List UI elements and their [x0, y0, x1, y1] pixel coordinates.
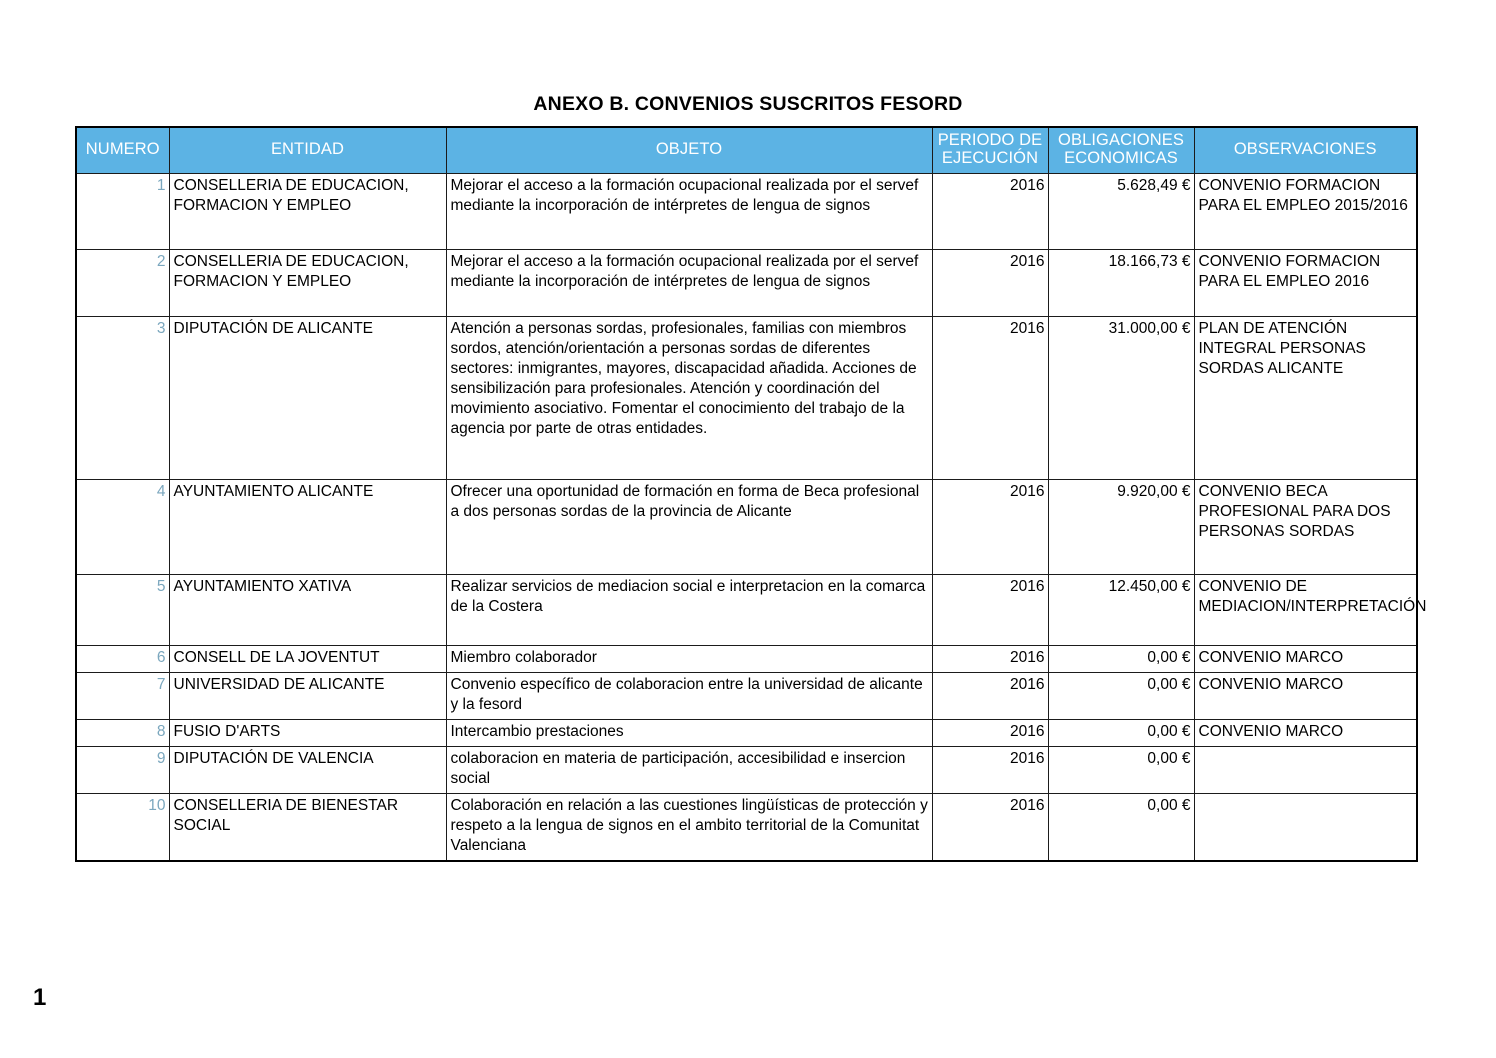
cell-entidad: DIPUTACIÓN DE VALENCIA [169, 746, 446, 793]
table-row [76, 249, 1417, 316]
cell-obligaciones: 0,00 € [1048, 645, 1194, 672]
cell-objeto: Mejorar el acceso a la formación ocupacional realizada por el servef mediante la incorporación de intérpretes de lengua de signos [446, 173, 932, 249]
cell-obligaciones: 31.000,00 € [1048, 316, 1194, 479]
cell-numero: 10 [76, 793, 169, 861]
cell-objeto: Mejorar el acceso a la formación ocupacional realizada por el servef mediante la incorporación de intérpretes de lengua de signos [446, 249, 932, 316]
cell-periodo: 2016 [932, 672, 1048, 719]
cell-obligaciones: 0,00 € [1048, 719, 1194, 746]
table-row [76, 793, 1417, 861]
cell-entidad: AYUNTAMIENTO XATIVA [169, 574, 446, 645]
cell-objeto: Colaboración en relación a las cuestiones lingüísticas de protección y respeto a la lengua de signos en el ambito territorial de la Comunitat Valenciana [446, 793, 932, 861]
cell-periodo: 2016 [932, 574, 1048, 645]
column-header-periodo-ejecucion: PERIODO DE EJECUCIÓN [932, 127, 1048, 173]
table-row [76, 574, 1417, 645]
table-header-row [76, 127, 1417, 173]
cell-observaciones [1194, 746, 1417, 793]
table-row [76, 719, 1417, 746]
table-row [76, 672, 1417, 719]
cell-periodo: 2016 [932, 173, 1048, 249]
cell-objeto: colaboracion en materia de participación, accesibilidad e insercion social [446, 746, 932, 793]
cell-obligaciones: 0,00 € [1048, 672, 1194, 719]
cell-obligaciones: 12.450,00 € [1048, 574, 1194, 645]
cell-observaciones: PLAN DE ATENCIÓN INTEGRAL PERSONAS SORDAS ALICANTE [1194, 316, 1417, 479]
cell-entidad: FUSIO D'ARTS [169, 719, 446, 746]
cell-entidad: CONSELL DE LA JOVENTUT [169, 645, 446, 672]
cell-numero: 1 [76, 173, 169, 249]
column-header-obligaciones-economicas: OBLIGACIONES ECONOMICAS [1048, 127, 1194, 173]
cell-observaciones: CONVENIO FORMACION PARA EL EMPLEO 2016 [1194, 249, 1417, 316]
cell-numero: 3 [76, 316, 169, 479]
table-row [76, 479, 1417, 574]
cell-entidad: UNIVERSIDAD DE ALICANTE [169, 672, 446, 719]
cell-entidad: DIPUTACIÓN DE ALICANTE [169, 316, 446, 479]
cell-objeto: Intercambio prestaciones [446, 719, 932, 746]
page-title: ANEXO B. CONVENIOS SUSCRITOS FESORD [533, 93, 963, 115]
cell-obligaciones: 5.628,49 € [1048, 173, 1194, 249]
page-number: 1 [33, 984, 47, 1011]
cell-objeto: Convenio específico de colaboracion entre la universidad de alicante y la fesord [446, 672, 932, 719]
cell-entidad: CONSELLERIA DE EDUCACION, FORMACION Y EMPLEO [169, 249, 446, 316]
cell-periodo: 2016 [932, 316, 1048, 479]
cell-obligaciones: 0,00 € [1048, 746, 1194, 793]
cell-entidad: AYUNTAMIENTO ALICANTE [169, 479, 446, 574]
cell-numero: 8 [76, 719, 169, 746]
cell-objeto: Realizar servicios de mediacion social e interpretacion en la comarca de la Costera [446, 574, 932, 645]
table-row [76, 316, 1417, 479]
column-header-objeto: OBJETO [446, 127, 932, 173]
cell-numero: 6 [76, 645, 169, 672]
table-row [76, 173, 1417, 249]
cell-observaciones: CONVENIO BECA PROFESIONAL PARA DOS PERSONAS SORDAS [1194, 479, 1417, 574]
cell-periodo: 2016 [932, 793, 1048, 861]
table-body [76, 173, 1427, 861]
cell-numero: 5 [76, 574, 169, 645]
cell-objeto: Atención a personas sordas, profesionales, familias con miembros sordos, atención/orientación a personas sordas de diferentes sectores: inmigrantes, mayores, discapacidad añadida. Acciones de sensibilización para profesionales. Atención y coordinación del movimiento asociativo. Fomentar el conocimiento del trabajo de la agencia por parte de otras entidades. [446, 316, 932, 479]
cell-entidad: CONSELLERIA DE EDUCACION, FORMACION Y EMPLEO [169, 173, 446, 249]
cell-observaciones: CONVENIO MARCO [1194, 719, 1417, 746]
anexo-table-container [75, 126, 1427, 862]
cell-objeto: Ofrecer una oportunidad de formación en forma de Beca profesional a dos personas sordas de la provincia de Alicante [446, 479, 932, 574]
table-row [76, 746, 1417, 793]
cell-observaciones: CONVENIO MARCO [1194, 645, 1417, 672]
cell-observaciones [1194, 793, 1417, 861]
cell-periodo: 2016 [932, 719, 1048, 746]
column-header-entidad: ENTIDAD [169, 127, 446, 173]
table-row [76, 645, 1417, 672]
cell-periodo: 2016 [932, 746, 1048, 793]
cell-periodo: 2016 [932, 249, 1048, 316]
cell-observaciones: CONVENIO DE MEDIACION/INTERPRETACIÓN [1194, 574, 1417, 645]
cell-numero: 9 [76, 746, 169, 793]
cell-periodo: 2016 [932, 645, 1048, 672]
cell-numero: 7 [76, 672, 169, 719]
table-header [76, 127, 1417, 173]
cell-periodo: 2016 [932, 479, 1048, 574]
cell-obligaciones: 18.166,73 € [1048, 249, 1194, 316]
cell-numero: 4 [76, 479, 169, 574]
cell-observaciones: CONVENIO MARCO [1194, 672, 1417, 719]
cell-obligaciones: 0,00 € [1048, 793, 1194, 861]
cell-objeto: Miembro colaborador [446, 645, 932, 672]
cell-entidad: CONSELLERIA DE BIENESTAR SOCIAL [169, 793, 446, 861]
column-header-observaciones: OBSERVACIONES [1194, 127, 1417, 173]
cell-observaciones: CONVENIO FORMACION PARA EL EMPLEO 2015/2016 [1194, 173, 1417, 249]
convenios-table [75, 126, 1427, 862]
cell-obligaciones: 9.920,00 € [1048, 479, 1194, 574]
cell-numero: 2 [76, 249, 169, 316]
column-header-numero: NUMERO [76, 127, 169, 173]
